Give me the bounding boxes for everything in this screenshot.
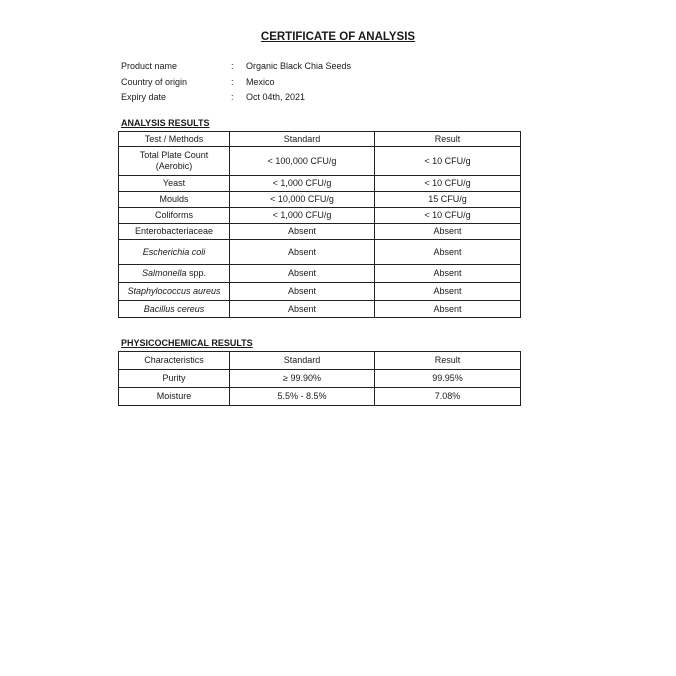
- table-row: [119, 301, 521, 318]
- standard-cell: < 10,000 CFU/g: [230, 192, 375, 208]
- test-name-line1: Total Plate Count: [139, 150, 209, 160]
- table-row: [119, 240, 521, 265]
- header-standard: Standard: [230, 132, 375, 147]
- table-row: [119, 176, 521, 192]
- result-cell: < 10 CFU/g: [375, 208, 521, 224]
- result-cell: Absent: [375, 301, 521, 318]
- header-characteristics: Characteristics: [119, 352, 230, 370]
- expiry-value: Oct 04th, 2021: [246, 92, 306, 102]
- colon: :: [231, 61, 234, 71]
- test-cell: Moulds: [119, 192, 230, 208]
- test-name-italic: Salmonella: [141, 268, 187, 278]
- standard-cell: < 1,000 CFU/g: [230, 176, 375, 192]
- result-cell: 7.08%: [375, 388, 521, 406]
- standard-cell: Absent: [230, 240, 375, 265]
- characteristic-cell: Purity: [119, 370, 230, 388]
- table-header-row: [119, 352, 521, 370]
- standard-cell: < 100,000 CFU/g: [230, 147, 375, 176]
- result-cell: < 10 CFU/g: [375, 147, 521, 176]
- standard-cell: Absent: [230, 283, 375, 301]
- test-cell: Staphylococcus aureus: [119, 283, 230, 301]
- characteristic-cell: Moisture: [119, 388, 230, 406]
- test-cell: Coliforms: [119, 208, 230, 224]
- header-result: Result: [375, 132, 521, 147]
- standard-cell: ≥ 99.90%: [230, 370, 375, 388]
- table-header-row: [119, 132, 521, 147]
- standard-cell: Absent: [230, 224, 375, 240]
- table-row: [119, 265, 521, 283]
- standard-cell: 5.5% - 8.5%: [230, 388, 375, 406]
- table-row: [119, 147, 521, 176]
- result-cell: Absent: [375, 283, 521, 301]
- standard-cell: < 1,000 CFU/g: [230, 208, 375, 224]
- table-row: [119, 224, 521, 240]
- header-standard: Standard: [230, 352, 375, 370]
- table-row: [119, 388, 521, 406]
- test-cell: [119, 265, 230, 283]
- physicochemical-table: [118, 351, 521, 406]
- result-cell: Absent: [375, 224, 521, 240]
- result-cell: < 10 CFU/g: [375, 176, 521, 192]
- header-result: Result: [375, 352, 521, 370]
- test-cell: Escherichia coli: [119, 240, 230, 265]
- test-cell: Yeast: [119, 176, 230, 192]
- country-label: Country of origin: [121, 76, 188, 87]
- header-test-methods: Test / Methods: [119, 132, 230, 147]
- standard-cell: Absent: [230, 265, 375, 283]
- table-row: [119, 370, 521, 388]
- table-row: [119, 208, 521, 224]
- analysis-table: [118, 131, 521, 318]
- table-row: [119, 283, 521, 301]
- expiry-label: Expiry date: [121, 92, 167, 102]
- test-cell: Enterobacteriaceae: [119, 224, 230, 240]
- colon: :: [231, 76, 234, 87]
- analysis-results-title: ANALYSIS RESULTS: [121, 118, 210, 128]
- table-row: [119, 192, 521, 208]
- physicochemical-results-title: PHYSICOCHEMICAL RESULTS: [121, 338, 253, 348]
- result-cell: 15 CFU/g: [375, 192, 521, 208]
- test-name-suffix: spp.: [186, 268, 207, 278]
- test-cell: Bacillus cereus: [119, 301, 230, 318]
- product-name-value: Organic Black Chia Seeds: [246, 61, 352, 71]
- result-cell: Absent: [375, 240, 521, 265]
- test-cell: [119, 147, 230, 176]
- colon: :: [231, 92, 234, 102]
- result-cell: 99.95%: [375, 370, 521, 388]
- test-name-line2: (Aerobic): [155, 161, 193, 171]
- country-value: Mexico: [246, 76, 275, 87]
- result-cell: Absent: [375, 265, 521, 283]
- product-name-label: Product name: [121, 61, 178, 71]
- standard-cell: Absent: [230, 301, 375, 318]
- document-title: CERTIFICATE OF ANALYSIS: [260, 31, 416, 43]
